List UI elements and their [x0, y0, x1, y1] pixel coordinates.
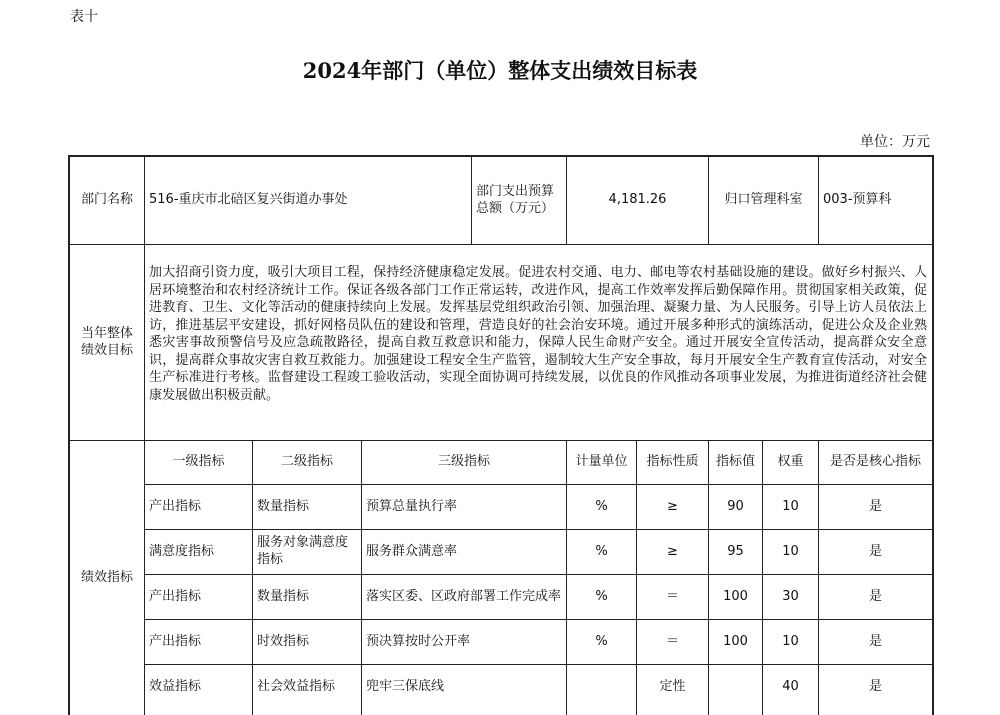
table-cell: 100 [723, 633, 748, 649]
table-cell: ≥ [667, 498, 678, 514]
column-header: 一级指标 [172, 454, 225, 470]
table-cell: 满意度指标 [149, 543, 215, 559]
page-title: 2024年部门（单位）整体支出绩效目标表 [302, 58, 698, 83]
table-cell: % [595, 588, 608, 604]
table-cell: ＝ [665, 633, 679, 649]
dept-name-value: 516-重庆市北碚区复兴街道办事处 [149, 192, 348, 208]
table-cell: 10 [782, 498, 799, 514]
table-cell: ＝ [665, 588, 679, 604]
table-cell: 落实区委、区政府部署工作完成率 [366, 588, 562, 604]
indicators-label: 绩效指标 [80, 569, 133, 585]
column-header: 二级指标 [280, 454, 333, 470]
table-cell: % [595, 543, 608, 559]
table-cell: 100 [723, 588, 748, 604]
table-cell: 预算总量执行率 [366, 498, 458, 514]
table-cell: 数量指标 [257, 498, 310, 514]
column-header: 计量单位 [575, 454, 628, 470]
table-cell: 时效指标 [257, 633, 310, 649]
table-cell: 90 [727, 498, 744, 514]
dept-name-label: 部门名称 [80, 192, 133, 208]
table-cell: 是 [868, 498, 882, 514]
table-cell: 是 [868, 679, 882, 695]
column-header: 权重 [777, 454, 804, 470]
table-cell: 95 [727, 543, 744, 559]
table-cell [567, 665, 636, 710]
table-cell: 是 [868, 633, 882, 649]
table-cell: % [595, 633, 608, 649]
table-cell: 是 [868, 588, 882, 604]
column-header: 指标值 [715, 454, 755, 470]
table-cell: 服务对象满意度指标 [257, 535, 349, 567]
table-cell: 数量指标 [257, 588, 310, 604]
table-cell: ≥ [667, 543, 678, 559]
table-cell [709, 665, 762, 710]
budget-label: 部门支出预算总额（万元） [476, 183, 555, 216]
table-cell: 效益指标 [149, 679, 202, 695]
table-cell: 10 [782, 633, 799, 649]
goal-text: 加大招商引资力度，吸引大项目工程，保持经济健康稳定发展。促进农村交通、电力、邮电等农村基础设施的建设。做好乡村振兴、人居环境整治和农村经济统计工作。保证各级各部门工作正常运转，改进作风，提高工作效率发挥后勤保障作用。贯彻国家相关政策，促进教育、卫生、文化等活动的健康持续向上发展。发挥基层党组织政治引领、加强治理、凝聚力量、为人民服务。引导上访人员依法上访，推进基层平安建设，抓好网格员队伍的建设和管理，营造良好的社会治安环境。通过开展多种形式的演练活动，促进公众及企业熟悉灾害事故预警信号及应急疏散路径，提高自救互救意识和能力，保障人民生命财产安全。通过开展安全宣传活动，提高群众安全意识，提高群众事故灾害自救互救能力。加强建设工程安全生产监管，遏制较大生产安全事故，每月开展安全生产教育宣传活动，对安全生产标准进行考核。监督建设工程竣工验收活动，实现全面协调可持续发展，以优良的作风推动各项事业发展，为推进街道经济社会健康发展做出积极贡献。 [149, 265, 927, 403]
mgmt-value: 003-预算科 [823, 192, 892, 208]
table-cell: 社会效益指标 [257, 679, 336, 695]
table-cell: 服务群众满意率 [366, 543, 458, 559]
column-header: 是否是核心指标 [829, 454, 921, 470]
table-cell: 10 [782, 543, 799, 559]
table-cell: 产出指标 [149, 633, 202, 649]
table-cell: % [595, 498, 608, 514]
unit-label: 单位：万元 [860, 134, 930, 150]
table-cell: 是 [868, 543, 882, 559]
table-cell: 兜牢三保底线 [366, 679, 445, 695]
column-header: 指标性质 [646, 454, 699, 470]
table-cell: 40 [782, 679, 799, 695]
budget-value: 4,181.26 [608, 192, 667, 208]
table-number: 表十 [70, 9, 98, 25]
table-cell: 产出指标 [149, 588, 202, 604]
mgmt-label: 归口管理科室 [724, 192, 803, 208]
table-cell: 产出指标 [149, 498, 202, 514]
table-cell: 预决算按时公开率 [366, 633, 471, 649]
table-cell: 定性 [659, 679, 686, 695]
goal-label: 当年整体绩效目标 [80, 325, 133, 358]
table-cell: 30 [782, 588, 799, 604]
column-header: 三级指标 [437, 454, 490, 470]
